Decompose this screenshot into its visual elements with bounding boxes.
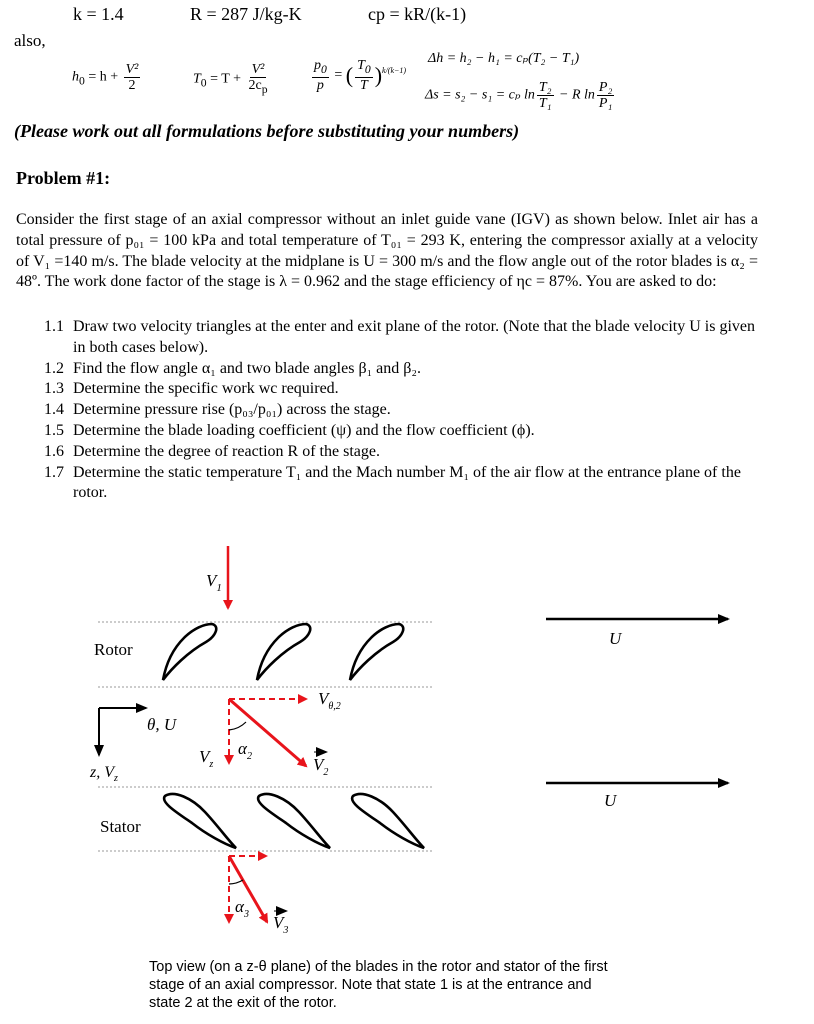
alpha3-label: $\alpha_3$ (235, 897, 249, 920)
also-label: also, (14, 31, 46, 50)
constant-cp: cp = kR/(k-1) (368, 4, 467, 24)
u-bottom-label: U (604, 791, 617, 810)
theta-u-label: θ, U (147, 715, 177, 734)
coordinate-axes (99, 708, 146, 755)
vtheta2-label: $V_{\theta,2}$ (318, 689, 341, 712)
task-item: 1.5 Determine the blade loading coefficient (ψ) and the flow coefficient (ϕ). (44, 421, 535, 439)
instruction-note: (Please work out all formulations before substituting your numbers) (14, 121, 520, 141)
v2-label: $V_2$ (313, 755, 329, 778)
figure-caption: Top view (on a z-θ plane) of the blades in the rotor and stator of the first stage of an axial compressor. Note that state 1 is at the entrance and state 2 at the exit of the rotor. (149, 959, 608, 1011)
formula-dh: Δh = h₂ − h₁ = cₚ(T₂ − T₁) (428, 51, 580, 66)
v3-label: $V_3$ (273, 913, 289, 936)
formula-T0: $T_0 = T$ + $\frac{\text{V²}}{2c_p}$ (193, 62, 268, 96)
u-top-label: U (609, 629, 622, 648)
rotor-blades (163, 624, 403, 680)
task-item: 1.2 Find the flow angle α₁ and two blade angles β₁ and β₂. (44, 359, 421, 377)
formula-p0-ratio: $\frac{p_0}{p}$ = ( $\frac{T_0}{T}$ )$^{k/(k-1)}$ (314, 58, 407, 93)
stator-blade-icon (352, 794, 424, 848)
stator-blade-icon (258, 794, 330, 848)
problem-statement: Consider the first stage of an axial compressor without an inlet guide vane (IGV) as shown below. Inlet air has a total pressure of p₀₁ = 100 kPa and total temperature of T₀₁ = 293 K, entering the compressor axially at a velocity of V₁ =140 m/s. The blade velocity at the midplane is U = 300 m/s and the flow angle out of the rotor blades is α₂ = 48º. The work done factor of the stage is λ = 0.962 and the stage efficiency of ηc = 87%. You are asked to do: (16, 211, 758, 291)
task-item: 1.1 Draw two velocity triangles at the enter and exit plane of the rotor. (Note that the blade velocity U is given in both cases below). (44, 318, 756, 356)
stator-label: Stator (100, 817, 141, 836)
formula-ds: Δs = s₂ − s₁ = cₚ ln $\frac{\text{T₂}}{\text{T₁}}$ − R ln $\frac{\text{P₂}}{\text{P₁}}$ (425, 80, 613, 111)
task-item: 1.3 Determine the specific work wc required. (44, 380, 339, 398)
z-vz-label: z, $V_z$ (90, 764, 118, 784)
rotor-blade-icon (257, 624, 310, 680)
task-list (44, 317, 760, 504)
problem-title: Problem #1: (16, 168, 111, 188)
formula-h0: $h_0 = h$ + $\frac{\text{V²}}{2}$ (72, 62, 139, 93)
compressor-stage-diagram (0, 530, 814, 950)
rotor-blade-icon (163, 624, 216, 680)
stator-blades (164, 794, 424, 848)
rotor-blade-icon (350, 624, 403, 680)
task-item: 1.6 Determine the degree of reaction R of the stage. (44, 442, 380, 460)
constant-k: k = 1.4 (73, 4, 124, 24)
vz-label: $V_z$ (199, 747, 214, 770)
task-item: 1.4 Determine pressure rise (p₀₃/p₀₁) across the stage. (44, 401, 391, 419)
task-item: 1.7 Determine the static temperature T₁ and the Mach number M₁ of the air flow at the entrance plane of the rotor. (44, 463, 741, 502)
rotor-label: Rotor (94, 640, 133, 659)
v1-label: $V_1$ (206, 571, 222, 594)
alpha2-label: $\alpha_2$ (238, 739, 252, 762)
constant-R: R = 287 J/kg-K (190, 4, 302, 24)
stator-blade-icon (164, 794, 236, 848)
